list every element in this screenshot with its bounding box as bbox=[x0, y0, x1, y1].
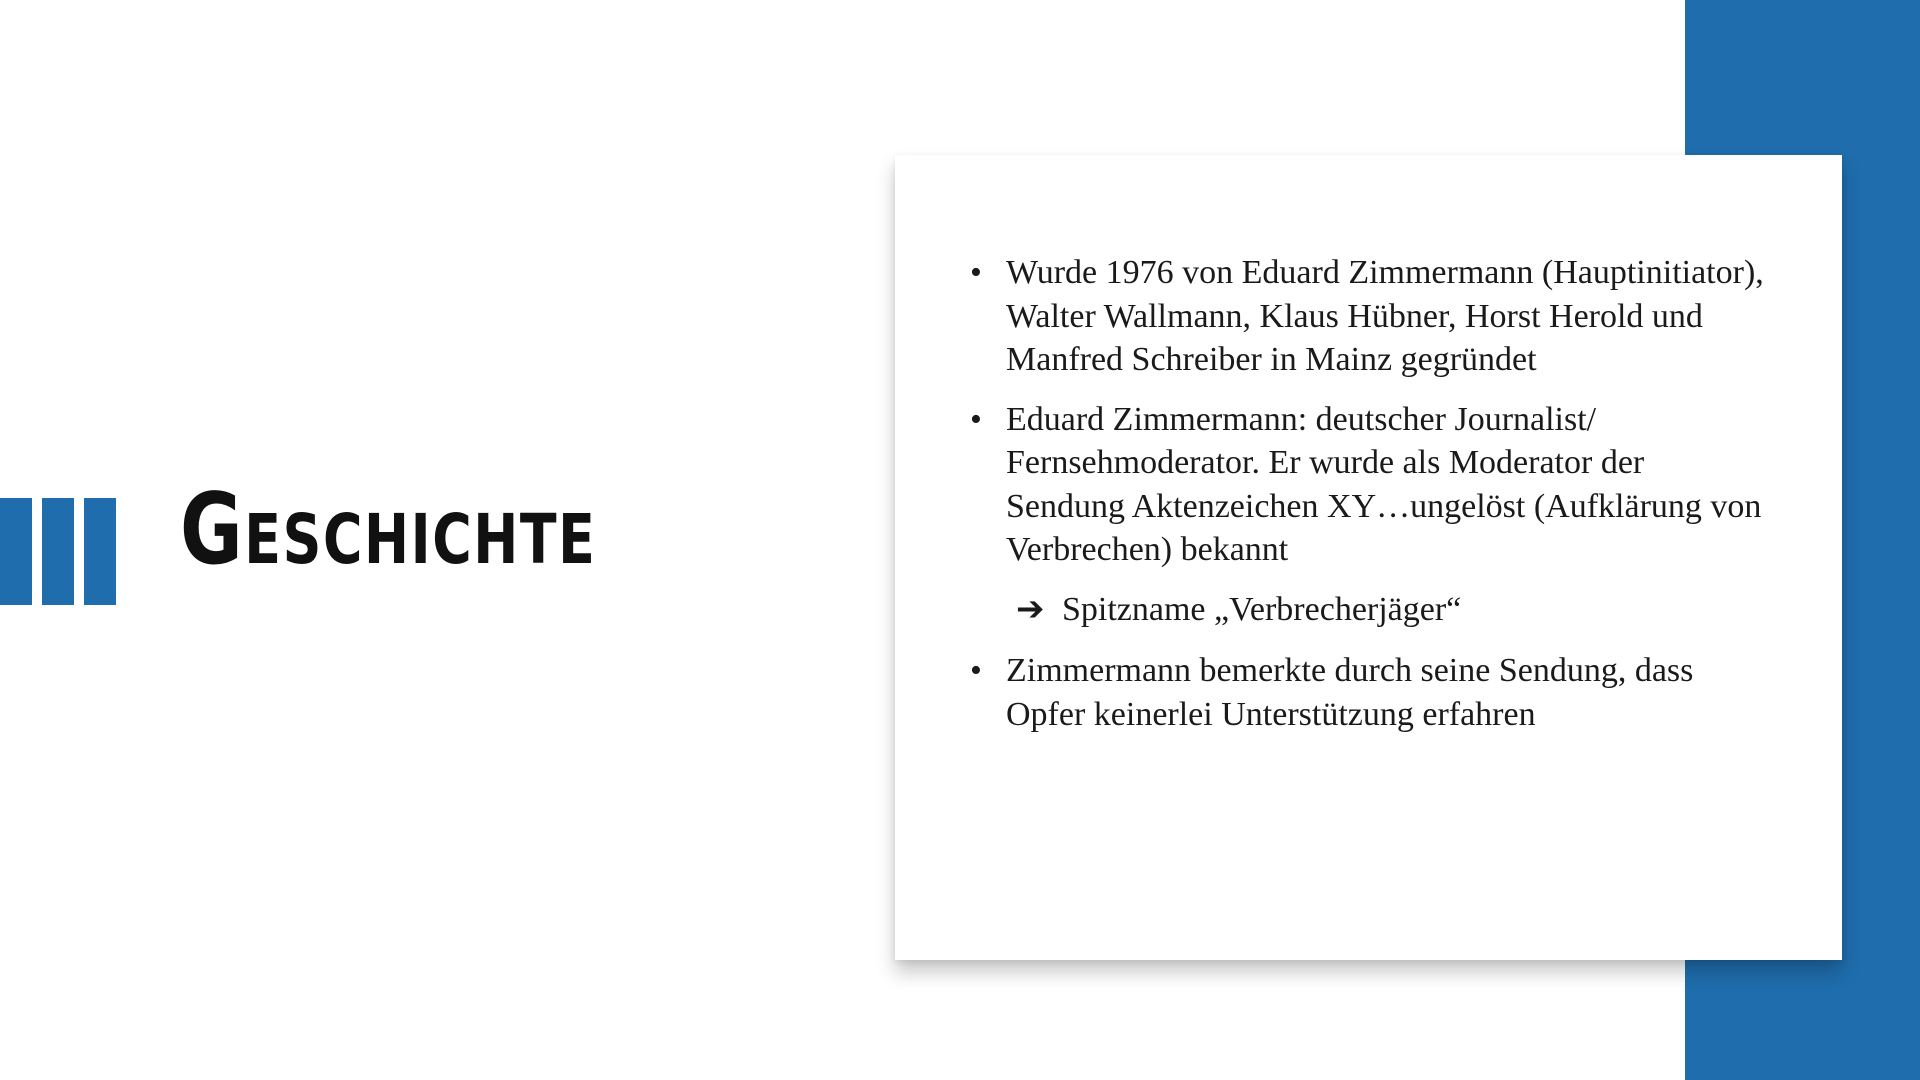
slide-title: Geschichte bbox=[180, 473, 597, 587]
list-item-arrow bbox=[970, 588, 1770, 632]
list-item bbox=[970, 251, 1770, 382]
list-item bbox=[970, 398, 1770, 572]
bullet-text: Eduard Zimmermann: deutscher Journalist/ Fernsehmoderator. Er wurde als Moderator der Sendung Aktenzeichen XY…ungelöst (Aufklärung von Verbrechen) bekannt bbox=[1006, 400, 1762, 568]
arrow-right-icon: ➔ bbox=[1016, 588, 1045, 629]
arrow-text: Spitzname „Verbrecherjäger“ bbox=[1062, 590, 1462, 628]
bullet-list bbox=[970, 251, 1770, 752]
accent-bar bbox=[84, 498, 116, 605]
accent-bar bbox=[0, 498, 32, 605]
content-card bbox=[895, 155, 1842, 960]
title-accent-bars bbox=[0, 498, 116, 605]
bullet-text: Wurde 1976 von Eduard Zimmermann (Hauptinitiator), Walter Wallmann, Klaus Hübner, Horst Herold und Manfred Schreiber in Mainz gegründet bbox=[1006, 254, 1764, 378]
bullet-text: Zimmermann bemerkte durch seine Sendung, dass Opfer keinerlei Unterstützung erfahren bbox=[1006, 652, 1694, 733]
accent-bar bbox=[42, 498, 74, 605]
list-item bbox=[970, 649, 1770, 736]
